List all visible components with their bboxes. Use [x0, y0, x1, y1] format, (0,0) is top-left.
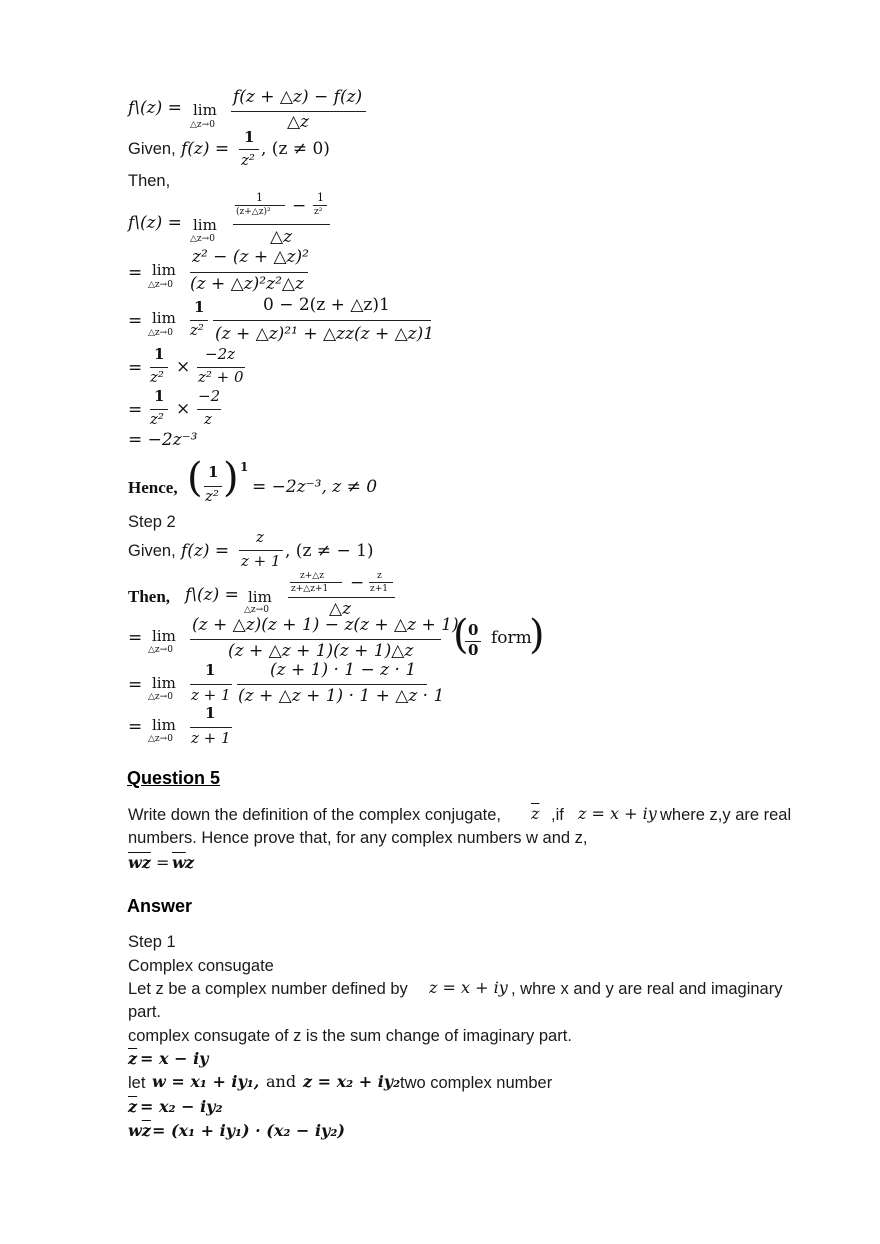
question-text-1c: where z,y are real: [660, 806, 792, 824]
hence-exp: 1: [240, 460, 249, 474]
lim: lim: [152, 674, 176, 692]
b-num: z² − (z + △z)²: [192, 247, 309, 267]
c-den: (z + △z + 1) · 1 + △z · 1: [238, 686, 445, 706]
a-minus: −: [350, 573, 365, 593]
left-paren: (: [187, 455, 203, 501]
c-den: (z + △z)²¹ + △zz(z + △z)1: [215, 324, 435, 344]
fraction-bar: [213, 320, 431, 321]
given-label: Given,: [128, 140, 176, 158]
e-times: ×: [176, 399, 191, 419]
b-eq: =: [128, 263, 143, 283]
c-f1-n: 1: [194, 298, 205, 316]
d-eq: =: [128, 358, 143, 378]
lim: lim: [152, 627, 176, 645]
def-lhs: f\(z) =: [128, 98, 182, 118]
e-f1-d: z²: [150, 410, 164, 428]
a-lhs: f\(z) =: [128, 213, 182, 233]
fraction-bar: [190, 639, 441, 640]
fraction-bar: [239, 149, 259, 150]
then-label: Then,: [128, 172, 171, 190]
fraction-bar: [190, 272, 308, 273]
given-lhs: f(z) =: [181, 541, 230, 561]
fraction-bar: [288, 597, 395, 598]
def-denominator: △z: [287, 112, 310, 132]
lim-sub: △z→0: [244, 605, 269, 615]
a-n2-d: z+1: [370, 584, 389, 594]
hence-num: 1: [208, 463, 219, 481]
answer-heading: Answer: [127, 896, 193, 916]
c-num: (z + 1) · 1 − z · 1: [270, 660, 417, 680]
a-den: △z: [329, 599, 352, 619]
form-num: 0: [468, 621, 479, 639]
c-eq: =: [128, 311, 143, 331]
a-num2-n: 1: [317, 191, 324, 204]
right-paren: ): [223, 455, 239, 501]
d-f1-n: 1: [205, 704, 216, 722]
d-times: ×: [176, 357, 191, 377]
let-and: and: [266, 1072, 297, 1091]
a-num2-d: z²: [314, 207, 323, 217]
given-den: z + 1: [241, 552, 281, 570]
let-word: let: [128, 1074, 146, 1092]
a-lhs: f\(z) =: [185, 585, 239, 605]
lim-sub: △z→0: [190, 120, 215, 130]
given-den: z²: [241, 151, 255, 169]
b-den: (z + △z + 1)(z + 1)△z: [228, 641, 414, 661]
e-f2-d: z: [204, 410, 212, 428]
a-n1-n: z+△z: [300, 571, 324, 581]
question-heading: Question 5: [127, 768, 221, 788]
answer-line1-eq: z = x + iy: [429, 978, 508, 997]
question-eq: z = x + iy: [578, 804, 657, 823]
given-num: 1: [244, 128, 255, 146]
lim: lim: [248, 588, 272, 606]
c-f1-d: z + 1: [191, 686, 231, 704]
d-f1-d: z + 1: [191, 729, 231, 747]
e-f1-n: 1: [154, 387, 165, 405]
lim-sub: △z→0: [148, 280, 173, 290]
given-num: z: [256, 528, 264, 546]
let-w: w = x₁ + iy₁,: [152, 1072, 260, 1091]
e-eq: =: [128, 400, 143, 420]
fraction-bar: [190, 684, 232, 685]
eq3-lhs: [128, 1123, 151, 1139]
answer-title: Complex consugate: [128, 957, 274, 975]
given-label: Given,: [128, 542, 176, 560]
answer-line3: complex consugate of z is the sum change of imaginary part.: [128, 1027, 572, 1045]
f-line: = −2z⁻³: [128, 430, 198, 450]
hence-label: Hence,: [128, 478, 178, 497]
given-cond: , (z ≠ − 1): [285, 541, 374, 561]
given-cond: , (z ≠ 0): [261, 139, 330, 159]
lim-sub: △z→0: [148, 734, 173, 744]
question-text-2: numbers. Hence prove that, for any complex numbers w and z,: [128, 829, 588, 847]
question-text-1a: Write down the definition of the complex conjugate,: [128, 806, 501, 824]
def-numerator: f(z + △z) − f(z): [233, 87, 363, 107]
fraction-bar: [369, 582, 393, 583]
form-den: 0: [468, 641, 479, 659]
c-eq: =: [128, 675, 143, 695]
identity-z: z: [185, 853, 195, 872]
identity-w: $\overline{w}$: [172, 853, 186, 872]
lim-sub: △z→0: [148, 645, 173, 655]
let-z: z = x₂ + iy₂: [303, 1072, 401, 1091]
step2-label: Step 2: [128, 513, 176, 531]
d-f1-d: z²: [150, 368, 164, 386]
d-f1-n: 1: [154, 345, 165, 363]
given-lhs: f(z) =: [181, 139, 230, 159]
c-f1-d: z²: [190, 321, 204, 339]
lim: lim: [152, 716, 176, 734]
lim-sub: △z→0: [148, 328, 173, 338]
e-f2-n: −2: [198, 387, 221, 405]
form-word: form: [491, 628, 532, 648]
then-label: Then,: [128, 587, 171, 606]
eq2-rhs: = x₂ − iy₂: [140, 1097, 223, 1116]
d-f2-d: z² + 0: [198, 368, 244, 386]
fraction-bar: [290, 582, 342, 583]
b-eq: =: [128, 628, 143, 648]
question-text-1b: ,if: [551, 806, 564, 824]
identity-eq: =: [156, 853, 170, 872]
fraction-bar: [233, 224, 330, 225]
lim: lim: [152, 309, 176, 327]
c-num: 0 − 2(z + △z)1: [263, 295, 390, 315]
fraction-bar: [190, 727, 232, 728]
eq3-rhs: = (x₁ + iy₁) · (x₂ − iy₂): [152, 1121, 345, 1140]
a-num1-d: (z+△z)²: [236, 207, 271, 217]
b-num: (z + △z)(z + 1) − z(z + △z + 1): [192, 615, 459, 635]
lim-sub: △z→0: [148, 692, 173, 702]
lim-sub: △z→0: [190, 234, 215, 244]
fraction-bar: [239, 550, 283, 551]
c-f1-n: 1: [205, 661, 216, 679]
fraction-bar: [237, 684, 427, 685]
hence-rhs: = −2z⁻³, z ≠ 0: [252, 477, 378, 497]
answer-line2: part.: [128, 1003, 162, 1021]
eq3-lhs-text: w: [128, 1121, 142, 1140]
hence-den: z²: [205, 487, 219, 505]
a-n2-n: z: [377, 571, 382, 581]
lim: lim: [193, 101, 217, 119]
lim: lim: [152, 261, 176, 279]
answer-line1a: Let z be a complex number defined by: [128, 980, 408, 998]
answer-step-label: Step 1: [128, 933, 176, 951]
a-num1-n: 1: [256, 191, 263, 204]
question-zbar: $\overline{z}$: [531, 804, 540, 823]
fraction-bar: [235, 205, 285, 206]
eq3-lhs-zbar: $\overline{z}$: [141, 1121, 151, 1140]
d-eq: =: [128, 717, 143, 737]
eq1-zbar: $\overline{z}$: [128, 1049, 138, 1068]
d-f2-n: −2z: [205, 345, 236, 363]
fraction-bar: [313, 205, 327, 206]
answer-line1b: , whre x and y are real and imaginary: [511, 980, 783, 998]
lim: lim: [193, 216, 217, 234]
a-n1-d: z+△z+1: [291, 584, 329, 594]
b-den: (z + △z)²z²△z: [190, 274, 304, 294]
right-paren: ): [529, 612, 545, 658]
a-minus: −: [292, 196, 307, 216]
let-tail: two complex number: [400, 1074, 553, 1092]
left-paren: (: [453, 612, 469, 658]
eq2-zbar: $\overline{z}$: [128, 1097, 138, 1116]
a-den: △z: [270, 227, 293, 247]
identity-lhs: $\overline{wz}$: [128, 853, 151, 872]
eq1-rhs: = x − iy: [140, 1049, 209, 1068]
